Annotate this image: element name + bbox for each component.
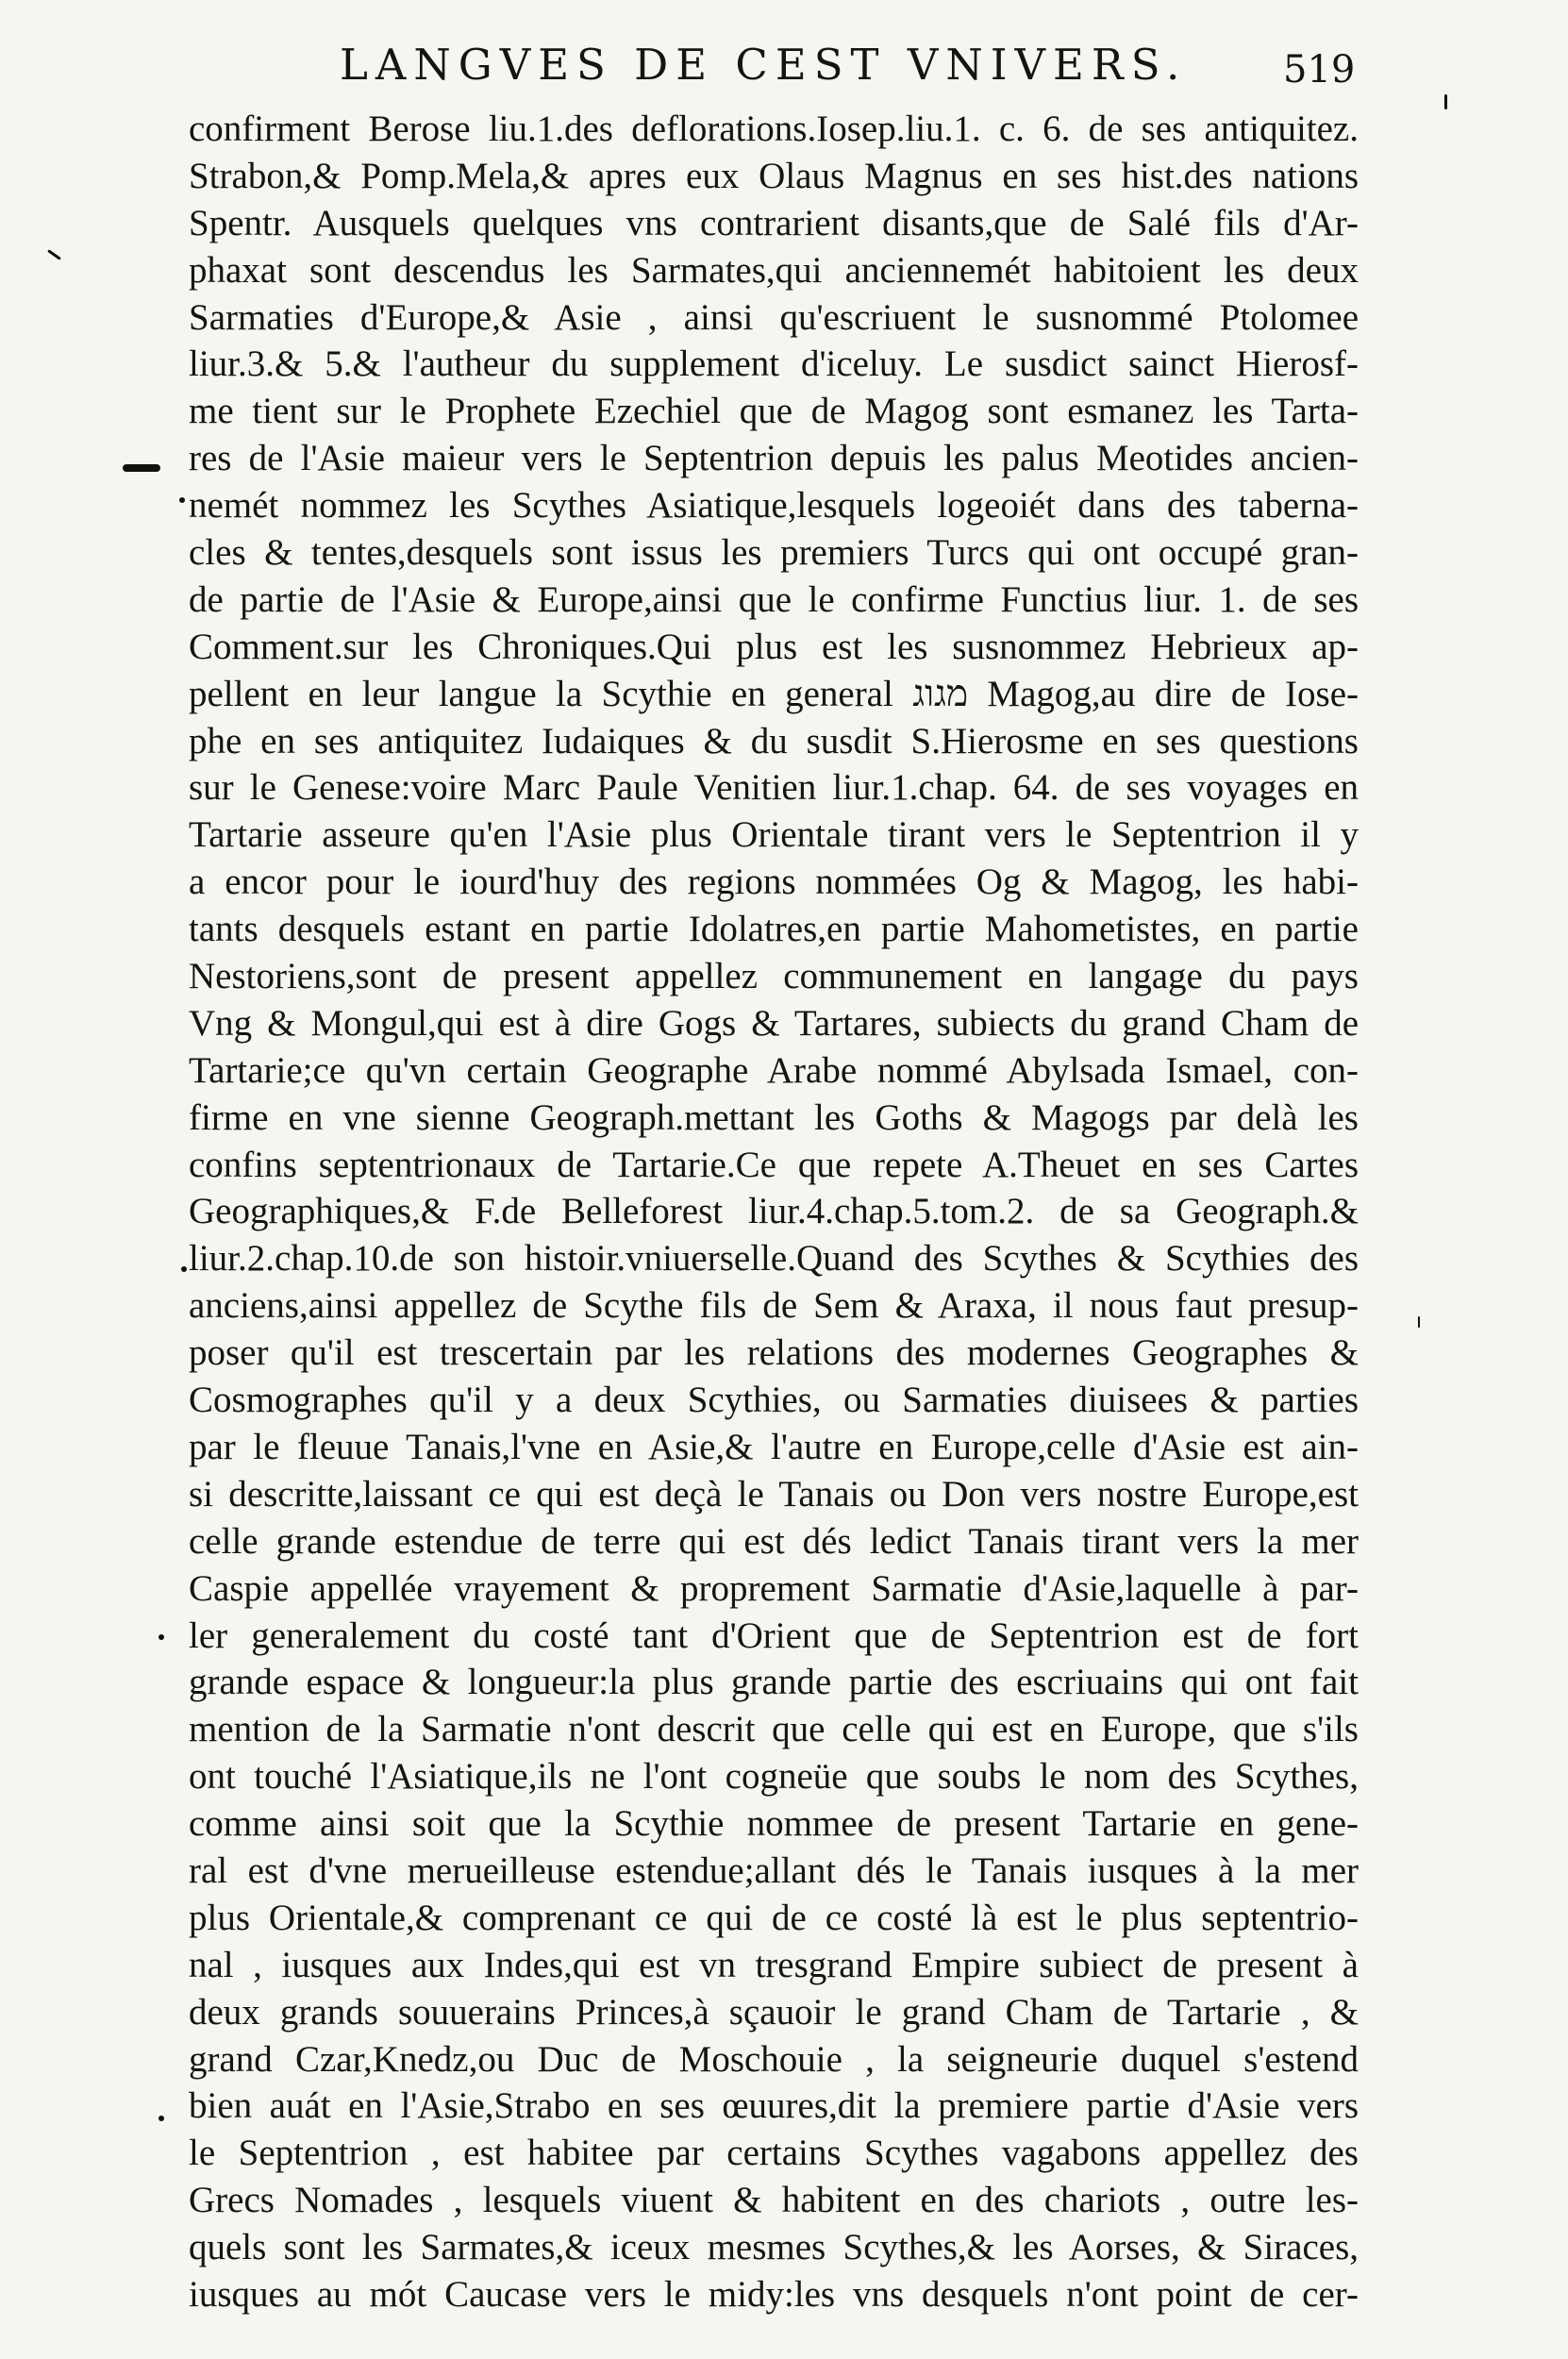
text-line: quels sont les Sarmates,& iceux mesmes Scythes,& les Aorses, & Siraces, [189, 2227, 1359, 2268]
text-line: tants desquels estant en partie Idolatres,en partie Mahometistes, en partie [189, 909, 1359, 950]
text-line: sur le Genese:voire Marc Paule Venitien liur.1.chap. 64. de ses voyages en [189, 767, 1359, 809]
text-line: iusques au mót Caucase vers le midy:les vns desquels n'ont point de cer- [189, 2273, 1359, 2315]
text-line: liur.3.& 5.& l'autheur du supplement d'iceluy. Le susdict sainct Hierosf- [189, 343, 1359, 385]
text-line: Sarmaties d'Europe,& Asie , ainsi qu'escriuent le susnommé Ptolomee [189, 296, 1359, 338]
text-line: a encor pour le iourd'huy des regions nommées Og & Magog, les habi- [189, 862, 1359, 903]
text-line: mention de la Sarmatie n'ont descrit que celle qui est en Europe, que s'ils [189, 1709, 1359, 1750]
text-line: ont touché l'Asiatique,ils ne l'ont cogneüe que soubs le nom des Scythes, [189, 1756, 1359, 1798]
text-line: confins septentrionaux de Tartarie.Ce que repete A.Theuet en ses Cartes [189, 1144, 1359, 1185]
text-line: grand Czar,Knedz,ou Duc de Moschouie , la seigneurie duquel s'estend [189, 2038, 1359, 2080]
margin-dash-mark [123, 464, 160, 472]
text-line: phe en ses antiquitez Iudaiques & du susdit S.Hierosme en ses questions [189, 720, 1359, 761]
text-line: phaxat sont descendus les Sarmates,qui anciennemét habitoient les deux [189, 249, 1359, 291]
text-line: pellent en leur langue la Scythie en general מגוג Magog,au dire de Iose- [189, 673, 1359, 714]
text-line: comme ainsi soit que la Scythie nommee de present Tartarie en gene- [189, 1803, 1359, 1845]
margin-tick-mark [1418, 1316, 1420, 1328]
text-line: le Septentrion , est habitee par certains Scythes vagabons appellez des [189, 2133, 1359, 2174]
margin-dot-mark [181, 1266, 187, 1272]
text-line: plus Orientale,& comprenant ce qui de ce costé là est le plus septentrio- [189, 1897, 1359, 1938]
text-line: Caspie appellée vrayement & proprement Sarmatie d'Asie,laquelle à par- [189, 1567, 1359, 1609]
text-line: bien auát en l'Asie,Strabo en ses œuures,dit la premiere partie d'Asie vers [189, 2085, 1359, 2127]
text-line: celle grande estendue de terre qui est dés ledict Tanais tirant vers la mer [189, 1520, 1359, 1562]
margin-dot-mark [158, 2116, 164, 2121]
running-title: LANGVES DE CEST VNIVERS. [340, 40, 1188, 90]
text-line: Spentr. Ausquels quelques vns contrarient disants,que de Salé fils d'Ar- [189, 202, 1359, 243]
body-text [189, 106, 1359, 2318]
margin-tick-mark [47, 249, 61, 260]
text-line: anciens,ainsi appellez de Scythe fils de Sem & Araxa, il nous faut presup- [189, 1285, 1359, 1327]
text-line: nal , iusques aux Indes,qui est vn tresgrand Empire subiect de present à [189, 1944, 1359, 1985]
text-line: firme en vne sienne Geograph.mettant les Goths & Magogs par delà les [189, 1096, 1359, 1138]
text-line: ler generalement du costé tant d'Orient que de Septentrion est de fort [189, 1614, 1359, 1656]
text-line: liur.2.chap.10.de son histoir.vniuerselle.Quand des Scythes & Scythies des [189, 1238, 1359, 1280]
text-line: Grecs Nomades , lesquels viuent & habitent en des chariots , outre les- [189, 2180, 1359, 2221]
text-line: poser qu'il est trescertain par les relations des modernes Geographes & [189, 1332, 1359, 1374]
text-line: cles & tentes,desquels sont issus les premiers Turcs qui ont occupé gran- [189, 532, 1359, 574]
margin-tick-mark [1444, 94, 1447, 109]
text-line: Strabon,& Pomp.Mela,& apres eux Olaus Magnus en ses hist.des nations [189, 155, 1359, 196]
text-line: me tient sur le Prophete Ezechiel que de Magog sont esmanez les Tarta- [189, 391, 1359, 432]
text-line: Nestoriens,sont de present appellez communement en langage du pays [189, 956, 1359, 997]
text-line: Geographiques,& F.de Belleforest liur.4.chap.5.tom.2. de sa Geograph.& [189, 1191, 1359, 1232]
text-line: Comment.sur les Chroniques.Qui plus est les susnommez Hebrieux ap- [189, 626, 1359, 667]
text-line: Vng & Mongul,qui est à dire Gogs & Tartares, subiects du grand Cham de [189, 1002, 1359, 1044]
text-line: par le fleuue Tanais,l'vne en Asie,& l'autre en Europe,celle d'Asie est ain- [189, 1426, 1359, 1467]
text-line: Tartarie;ce qu'vn certain Geographe Arabe nommé Abylsada Ismael, con- [189, 1049, 1359, 1091]
text-line: deux grands souuerains Princes,à sçauoir le grand Cham de Tartarie , & [189, 1991, 1359, 2033]
text-line: de partie de l'Asie & Europe,ainsi que le confirme Functius liur. 1. de ses [189, 578, 1359, 620]
text-line: Cosmographes qu'il y a deux Scythies, ou Sarmaties diuisees & parties [189, 1380, 1359, 1421]
text-line: ral est d'vne merueilleuse estendue;allant dés le Tanais iusques à la mer [189, 1849, 1359, 1891]
text-line: confirment Berose liu.1.des deflorations.Iosep.liu.1. c. 6. de ses antiquitez. [189, 109, 1359, 149]
text-line: si descritte,laissant ce qui est deçà le Tanais ou Don vers nostre Europe,est [189, 1473, 1359, 1514]
text-line: res de l'Asie maieur vers le Septentrion depuis les palus Meotides ancien- [189, 438, 1359, 479]
text-line: Tartarie asseure qu'en l'Asie plus Orientale tirant vers le Septentrion il y [189, 814, 1359, 856]
text-line: grande espace & longueur:la plus grande partie des escriuains qui ont fait [189, 1662, 1359, 1703]
page-number: 519 [1283, 48, 1356, 92]
margin-dot-mark [158, 1634, 164, 1640]
margin-dot-mark [179, 497, 185, 503]
text-line: nemét nommez les Scythes Asiatique,lesquels logeoiét dans des taberna- [189, 485, 1359, 527]
